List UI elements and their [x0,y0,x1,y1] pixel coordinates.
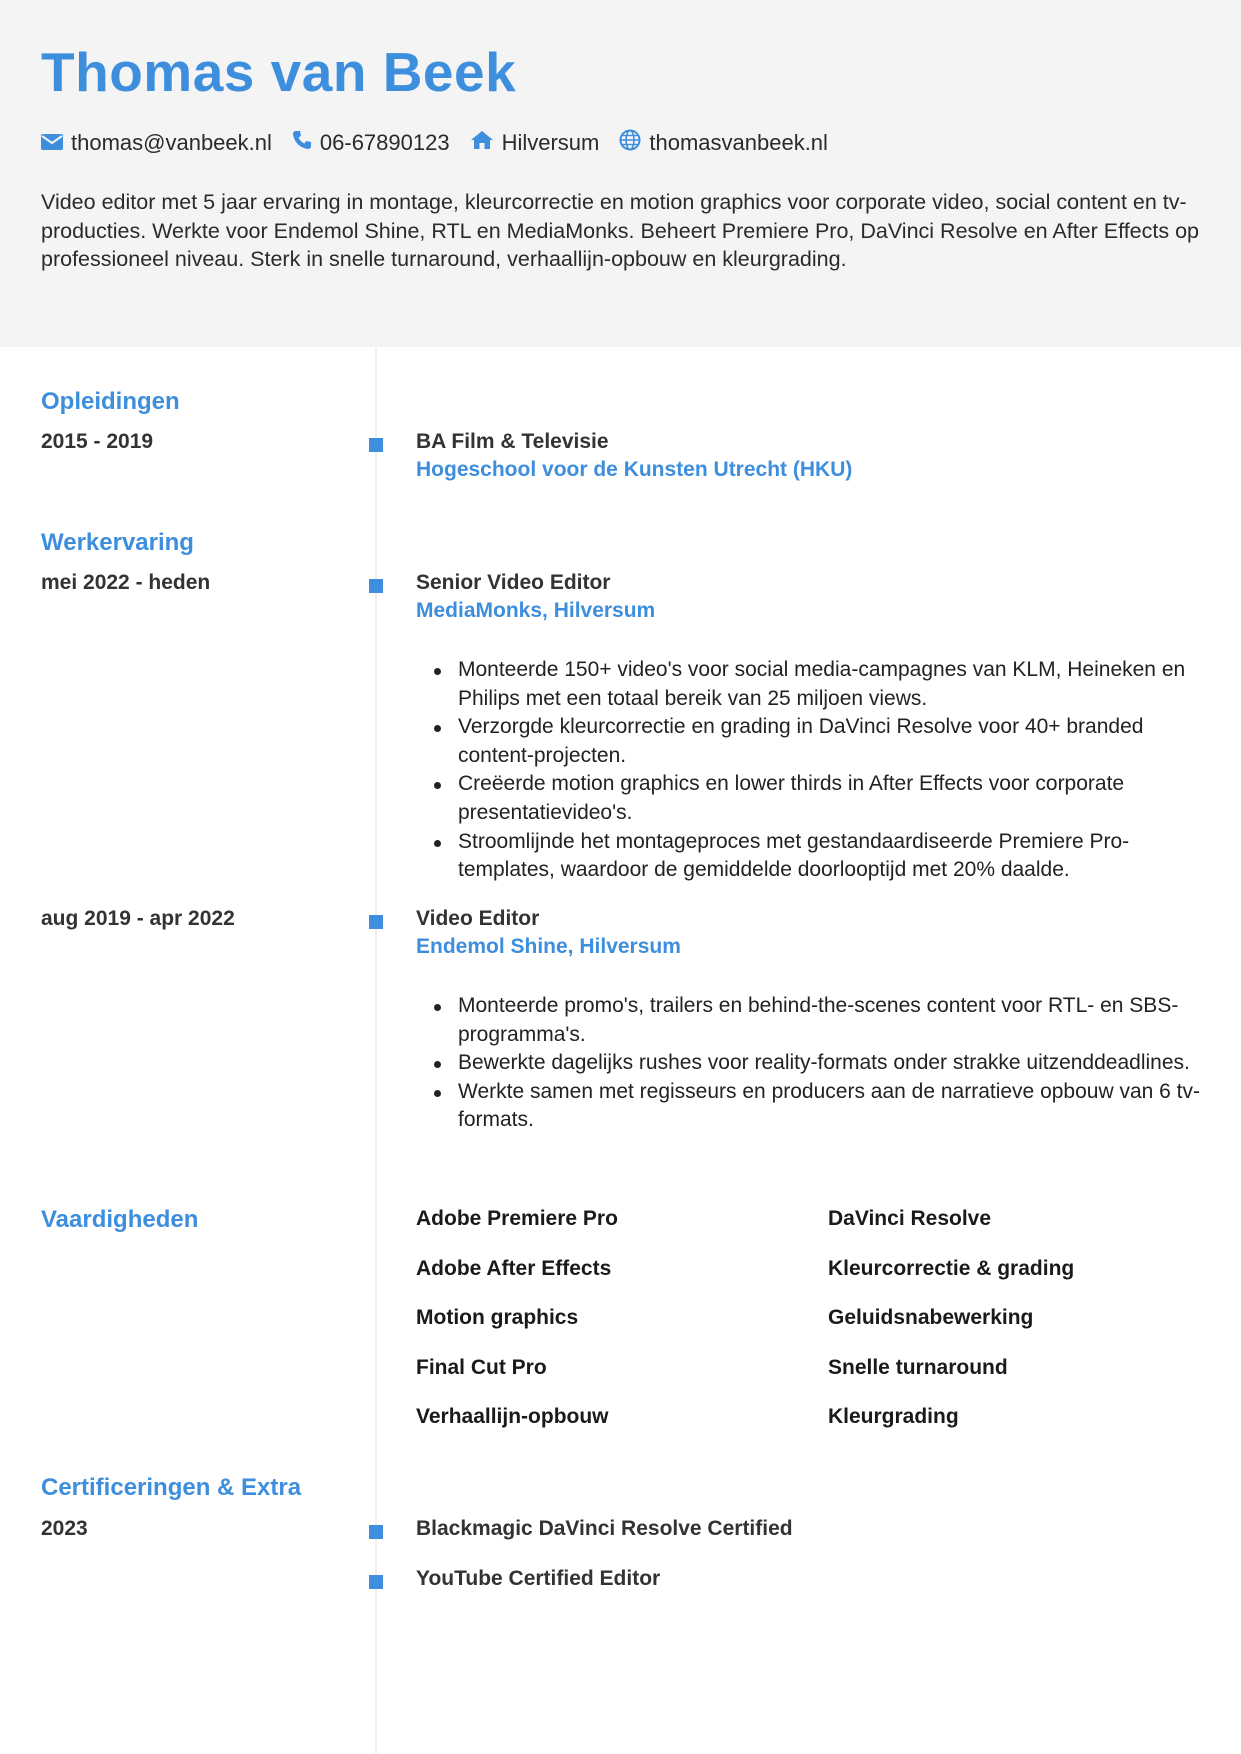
skill-item: Geluidsnabewerking [828,1306,1034,1329]
list-item: Verzorgde kleurcorrectie en grading in DaVinci Resolve voor 40+ branded content-projecten. [416,713,1206,770]
list-item: Werkte samen met regisseurs en producers aan de narratieve opbouw van 6 tv-formats. [416,1078,1206,1135]
certification-item: Blackmagic DaVinci Resolve Certified [416,1517,793,1540]
contact-bar [41,128,848,158]
envelope-icon [41,130,71,156]
contact-email [41,130,272,156]
skill-item: Verhaallijn-opbouw [416,1405,609,1428]
skill-item: Kleurgrading [828,1405,959,1428]
section-title-certifications: Certificeringen & Extra [41,1474,302,1501]
skill-item: Snelle turnaround [828,1356,1008,1379]
square-marker [369,1575,383,1589]
skill-item: Adobe Premiere Pro [416,1207,618,1230]
section-title-education: Opleidingen [41,388,180,415]
certification-period: 2023 [41,1517,88,1540]
skill-item: Motion graphics [416,1306,579,1329]
list-item: Creëerde motion graphics en lower thirds in After Effects voor corporate presentatievideo's. [416,770,1206,827]
job-period: mei 2022 - heden [41,571,211,594]
list-item: Stroomlijnde het montageproces met gestandaardiseerde Premiere Pro-templates, waardoor de gemiddelde doorlooptijd met 20% daalde. [416,828,1206,885]
skill-item: DaVinci Resolve [828,1207,992,1230]
website-text: thomasvanbeek.nl [649,130,828,155]
list-item: Monteerde promo's, trailers en behind-the-scenes content voor RTL- en SBS-programma's. [416,992,1206,1049]
square-marker [369,1525,383,1539]
job-achievements [416,656,1206,885]
contact-location [470,130,600,156]
education-period: 2015 - 2019 [41,430,154,453]
job-company: MediaMonks, Hilversum [416,599,656,622]
timeline-divider [375,347,377,1754]
job-title: Senior Video Editor [416,571,611,594]
square-marker [369,579,383,593]
phone-text: 06-67890123 [319,130,450,155]
skill-item: Kleurcorrectie & grading [828,1257,1075,1280]
job-period: aug 2019 - apr 2022 [41,907,235,930]
section-title-experience: Werkervaring [41,529,194,556]
job-company: Endemol Shine, Hilversum [416,935,681,958]
email-text: thomas@vanbeek.nl [71,130,272,155]
skill-item: Adobe After Effects [416,1257,612,1280]
location-text: Hilversum [501,130,600,155]
square-marker [369,915,383,929]
globe-icon [619,129,649,157]
list-item: Bewerkte dagelijks rushes voor reality-formats onder strakke uitzenddeadlines. [416,1049,1206,1078]
education-degree: BA Film & Televisie [416,430,609,453]
list-item: Monteerde 150+ video's voor social media-campagnes van KLM, Heineken en Philips met een totaal bereik van 25 miljoen views. [416,656,1206,713]
skill-item: Final Cut Pro [416,1356,547,1379]
education-school: Hogeschool voor de Kunsten Utrecht (HKU) [416,458,853,481]
job-title: Video Editor [416,907,540,930]
certification-item: YouTube Certified Editor [416,1567,661,1590]
contact-phone [292,130,450,156]
phone-icon [292,130,320,156]
square-marker [369,438,383,452]
contact-website [619,129,828,157]
home-icon [470,130,502,156]
profile-summary: Video editor met 5 jaar ervaring in montage, kleurcorrectie en motion graphics voor corporate video, social content en tv-producties. Werkte voor Endemol Shine, RTL en MediaMonks. Beheert Premiere Pro, DaVinci Resolve en After Effects op professioneel niveau. Sterk in snelle turnaround, verhaallijn-opbouw en kleurgrading. [41,190,1199,271]
candidate-name: Thomas van Beek [41,41,517,103]
job-achievements [416,992,1206,1135]
section-title-skills: Vaardigheden [41,1206,199,1233]
